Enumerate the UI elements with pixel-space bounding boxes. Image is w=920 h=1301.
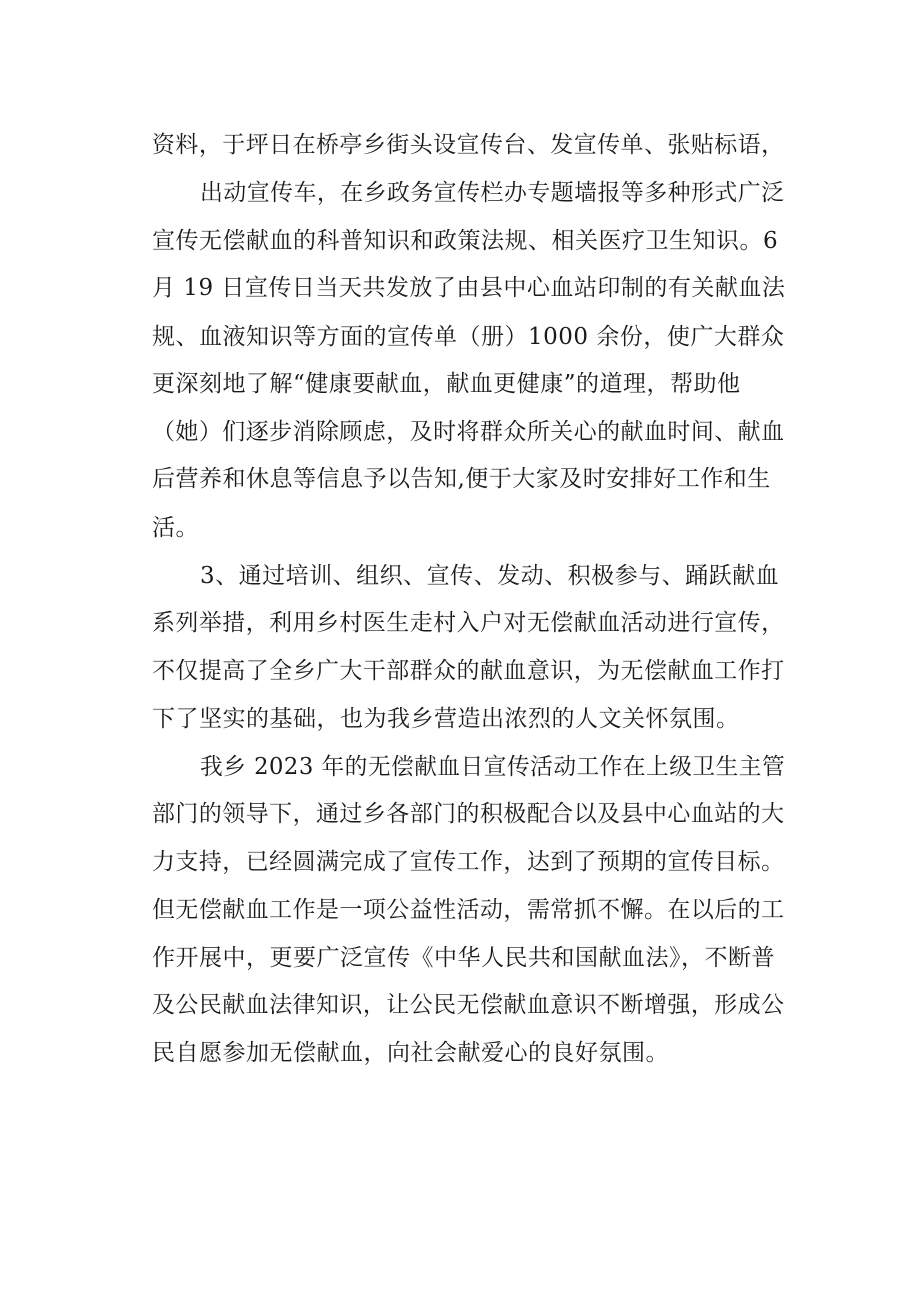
text-line: 宣传无偿献血的科普知识和政策法规、相关医疗卫生知识。6 xyxy=(152,228,779,254)
text-line: 及公民献血法律知识，让公民无偿献血意识不断增强，形成公 xyxy=(152,992,785,1018)
text-line: 作开展中，更要广泛宣传《中华人民共和国献血法》，不断普 xyxy=(152,945,775,971)
text-line: 月 19 日宣传日当天共发放了由县中心血站印制的有关献血法 xyxy=(152,275,786,301)
text-line: 不仅提高了全乡广大干部群众的献血意识，为无偿献血工作打 xyxy=(152,658,785,684)
text-line: 活。 xyxy=(152,515,199,541)
text-line: 系列举措，利用乡村医生走村入户对无偿献血活动进行宣传， xyxy=(152,610,785,636)
text-line: 民自愿参加无偿献血，向社会献爱心的良好氛围。 xyxy=(152,1040,669,1066)
text-line: 3、通过培训、组织、宣传、发动、积极参与、踊跃献血 xyxy=(200,563,780,589)
text-line: 后营养和休息等信息予以告知,便于大家及时安排好工作和生 xyxy=(152,466,771,492)
text-line: 下了坚实的基础，也为我乡营造出浓烈的人文关怀氛围。 xyxy=(152,706,740,732)
text-line: 更深刻地了解“健康要献血，献血更健康”的道理，帮助他 xyxy=(152,371,741,397)
text-line: 规、血液知识等方面的宣传单（册）1000 余份，使广大群众 xyxy=(152,324,785,350)
text-line: 部门的领导下，通过乡各部门的积极配合以及县中心血站的大 xyxy=(152,801,785,827)
text-line: 资料，于坪日在桥亭乡街头设宣传台、发宣传单、张贴标语， xyxy=(152,132,785,158)
text-line: 我乡 2023 年的无偿献血日宣传活动工作在上级卫生主管 xyxy=(200,754,786,780)
text-line: 但无偿献血工作是一项公益性活动，需常抓不懈。在以后的工 xyxy=(152,897,785,923)
text-line: 出动宣传车，在乡政务宣传栏办专题墙报等多种形式广泛 xyxy=(200,180,785,206)
text-line: （她）们逐步消除顾虑，及时将群众所关心的献血时间、献血 xyxy=(152,419,785,445)
text-line: 力支持，已经圆满完成了宣传工作，达到了预期的宣传目标。 xyxy=(152,849,785,875)
